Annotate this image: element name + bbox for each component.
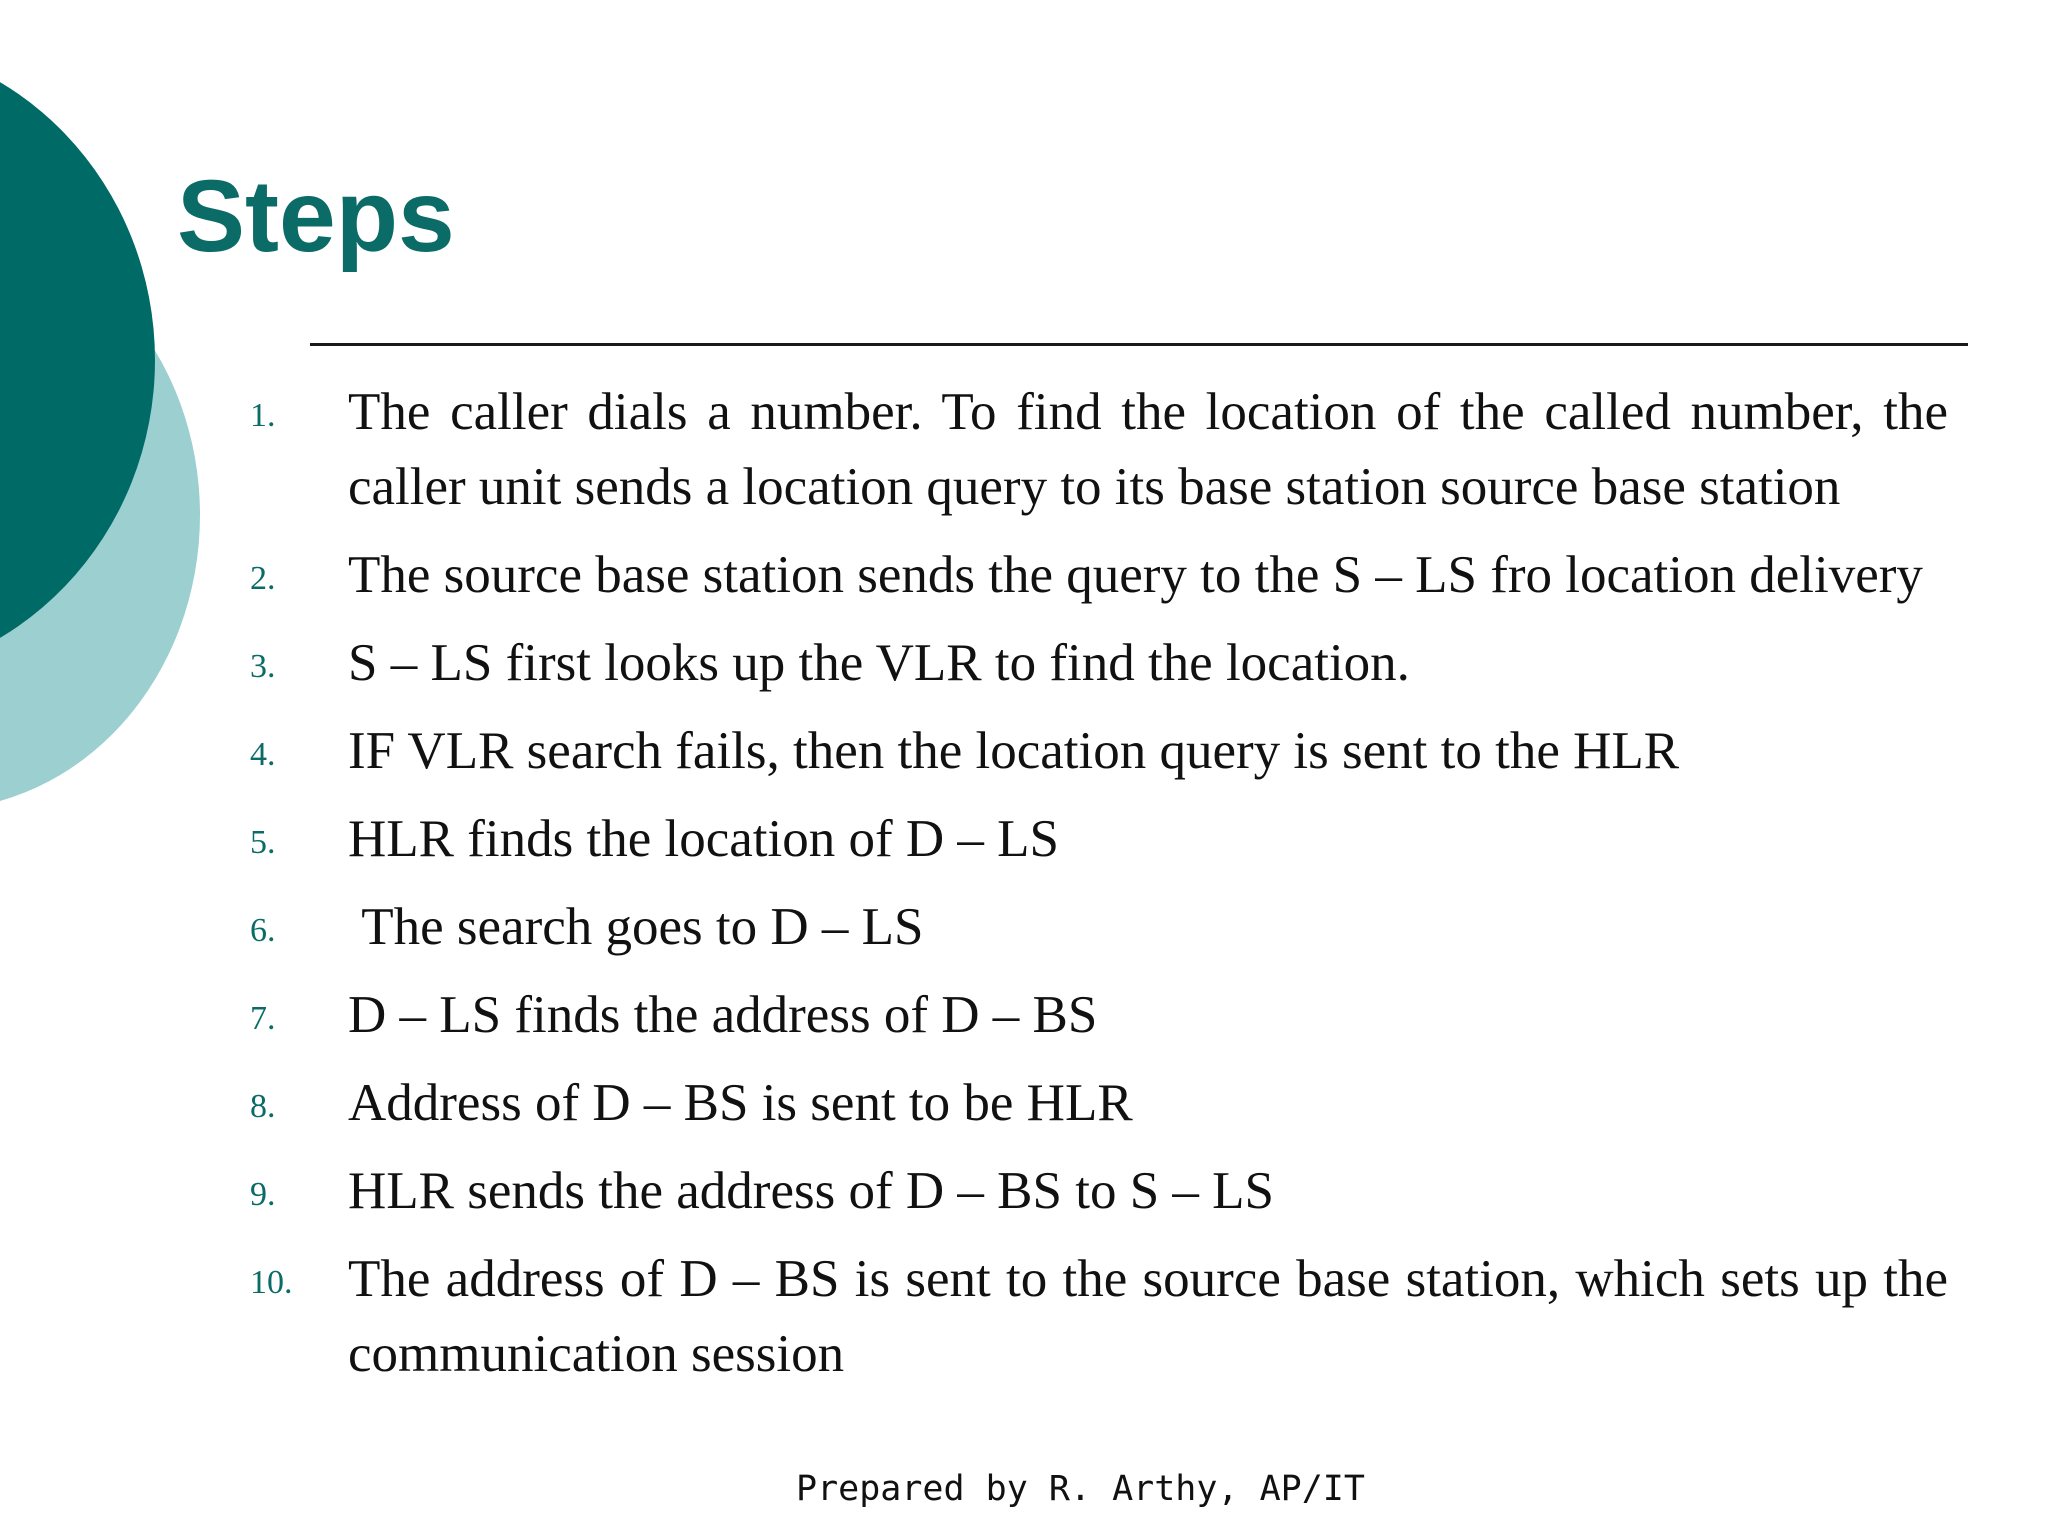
step-text: HLR sends the address of D – BS to S – LS — [348, 1162, 1275, 1220]
step-number: 4. — [250, 736, 276, 773]
step-item — [250, 1154, 1950, 1229]
step-text: IF VLR search fails, then the location query is sent to the HLR — [348, 722, 1680, 780]
step-number: 2. — [250, 560, 276, 597]
step-text: The search goes to D – LS — [348, 898, 924, 956]
title-divider — [310, 343, 1968, 346]
slide-footer: Prepared by R. Arthy, AP/IT — [796, 1469, 1365, 1509]
step-item — [250, 538, 1950, 613]
step-text: S – LS first looks up the VLR to find the location. — [348, 634, 1410, 692]
step-text: The source base station sends the query to the S – LS fro location delivery — [348, 546, 1923, 604]
step-item — [250, 978, 1950, 1053]
steps-list — [250, 375, 1962, 1405]
step-number: 7. — [250, 1000, 276, 1037]
step-item — [250, 890, 1950, 965]
step-text: HLR finds the location of D – LS — [348, 810, 1059, 868]
step-item — [250, 714, 1950, 789]
step-text: D – LS finds the address of D – BS — [348, 986, 1098, 1044]
step-number: 10. — [250, 1264, 293, 1301]
step-text: Address of D – BS is sent to be HLR — [348, 1074, 1133, 1132]
step-item — [250, 1242, 1962, 1392]
step-item — [250, 375, 1962, 525]
slide-title: Steps — [177, 159, 455, 273]
step-number: 8. — [250, 1088, 276, 1125]
step-number: 6. — [250, 912, 276, 949]
step-item — [250, 802, 1950, 877]
step-item — [250, 626, 1950, 701]
step-item — [250, 1066, 1950, 1141]
step-number: 3. — [250, 648, 276, 685]
step-number: 1. — [250, 397, 276, 434]
step-number: 5. — [250, 824, 276, 861]
step-text: The caller dials a number. To find the location of the called number, the caller unit sends a location query to its base station source base station — [348, 383, 1962, 516]
step-number: 9. — [250, 1176, 276, 1213]
step-text: The address of D – BS is sent to the source base station, which sets up the communication session — [348, 1250, 1962, 1383]
